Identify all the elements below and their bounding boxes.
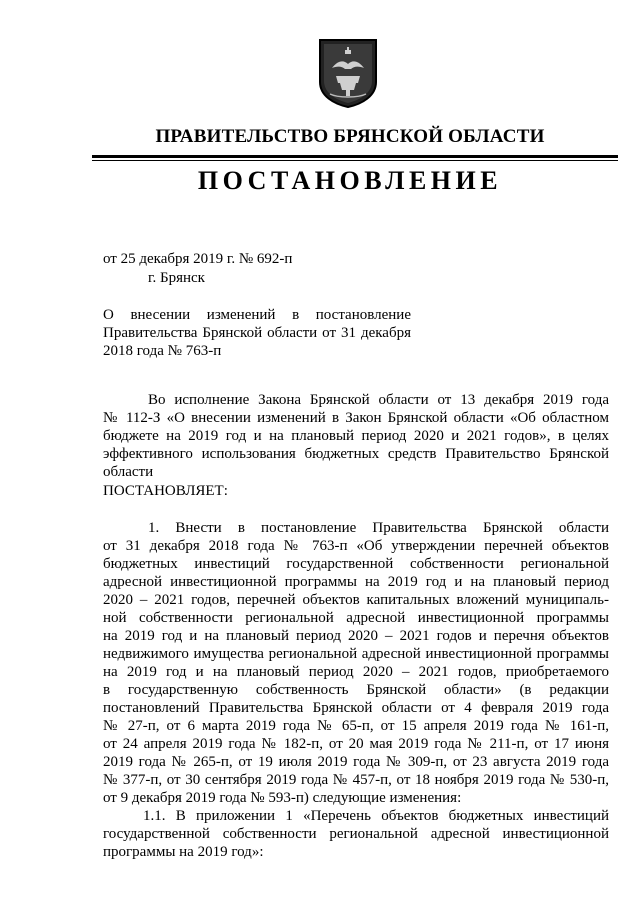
coat-of-arms-emblem [318,38,378,108]
text-line: эффективного использования бюджетных средств Правительство Брянской [103,446,609,462]
text-line: недвижимого имущества региональной адресной инвестиционной программы [103,646,609,662]
text-line: от 24 апреля 2019 года № 182-п, от 20 мая 2019 года № 211-п, от 17 июня [103,736,609,752]
text-line: от 9 декабря 2019 года № 593-п) следующие изменения: [103,790,462,806]
subject-line: О внесении изменений в постановление [103,307,411,323]
subject-block [103,306,411,360]
text-line: на 2019 год и на плановый период 2020 – 2021 годов, приобретаемого [103,664,609,680]
text-line: бюджете на 2019 год и на плановый период 2020 и 2021 годов», в целях [103,428,609,444]
header-divider-thin [92,160,618,161]
text-line: области [103,464,154,480]
text-line: 2019 года № 265-п, от 19 июля 2019 года № 309-п, от 23 августа 2019 года [103,754,609,770]
item-1-paragraph [103,519,609,861]
document-type-heading: ПОСТАНОВЛЕНИЕ [197,166,503,195]
text-line: 1.1. В приложении 1 «Перечень объектов бюджетных инвестиций [143,808,609,824]
preamble-paragraph [103,391,609,481]
text-line: 2020 – 2021 годов, перечней объектов капитальных вложений муниципаль- [103,592,609,608]
city-label: г. Брянск [148,270,205,286]
text-line: ной собственности региональной адресной инвестиционной программы [103,610,609,626]
subject-line: 2018 года № 763-п [103,343,222,359]
text-line: № 377-п, от 30 сентября 2019 года № 457-п, от 18 ноября 2019 года № 530-п, [103,772,609,788]
text-line: № 112-З «О внесении изменений в Закон Брянской области «Об областном [103,410,609,426]
organization-title: ПРАВИТЕЛЬСТВО БРЯНСКОЙ ОБЛАСТИ [155,126,545,147]
header-divider-thick [92,155,618,158]
text-line: программы на 2019 год»: [103,844,264,860]
text-line: 1. Внести в постановление Правительства Брянской области [148,520,609,536]
text-line: бюджетных инвестиций государственной собственности региональной [103,556,609,572]
text-line: № 27-п, от 6 марта 2019 года № 65-п, от 15 апреля 2019 года № 161-п, [103,718,609,734]
date-and-number: от 25 декабря 2019 г. № 692-п [103,251,293,267]
text-line: адресной инвестиционной программы на 2019 год и на плановый период [103,574,609,590]
text-line: в государственную собственность Брянской области» (в редакции [103,682,609,698]
text-line: от 31 декабря 2018 года № 763-п «Об утверждении перечней объектов [103,538,609,554]
text-line: на 2019 год и на плановый период 2020 – 2021 годов и перечня объектов [103,628,609,644]
text-line: Во исполнение Закона Брянской области от 13 декабря 2019 года [148,392,609,408]
subject-line: Правительства Брянской области от 31 декабря [103,325,411,341]
text-line: государственной собственности региональной адресной инвестиционной [103,826,609,842]
text-line: постановлений Правительства Брянской области от 4 февраля 2019 года [103,700,609,716]
decree-word: ПОСТАНОВЛЯЕТ: [103,483,228,499]
